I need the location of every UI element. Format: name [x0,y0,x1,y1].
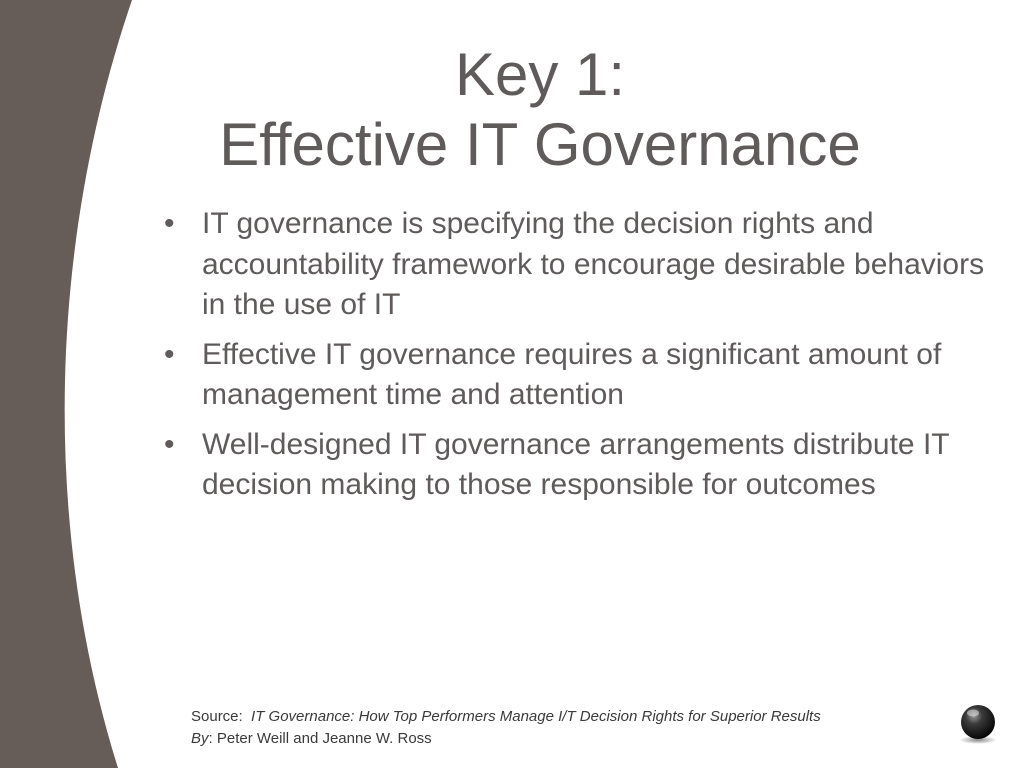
orb-icon [956,702,1000,746]
bullet-marker: • [164,427,175,461]
source-book-title: IT Governance: How Top Performers Manage I/T Decision Rights for Superior Results [251,708,821,725]
source-authors-line [191,728,821,750]
bullet-text: Effective IT governance requires a significant amount of management time and attention [202,337,942,411]
source-by-label: By [191,730,209,747]
source-authors: : Peter Weill and Jeanne W. Ross [208,730,432,747]
bullet-item [162,425,992,506]
bullet-item [162,204,992,326]
source-label: Source: [191,708,243,725]
bullet-marker: • [164,337,175,371]
bullet-item [162,335,992,416]
title-line-1: Key 1: [454,41,626,108]
bullet-marker: • [164,207,175,240]
slide-title [150,40,930,180]
source-line [191,706,821,728]
bullet-text: Well-designed IT governance arrangements distribute IT decision making to those responsible for outcomes [202,427,950,501]
bullet-text: IT governance is specifying the decision rights and accountability framework to encourage desirable behaviors in the use of IT [202,207,985,321]
bullet-list [162,204,992,515]
source-citation [191,706,821,750]
title-line-2: Effective IT Governance [219,111,861,178]
